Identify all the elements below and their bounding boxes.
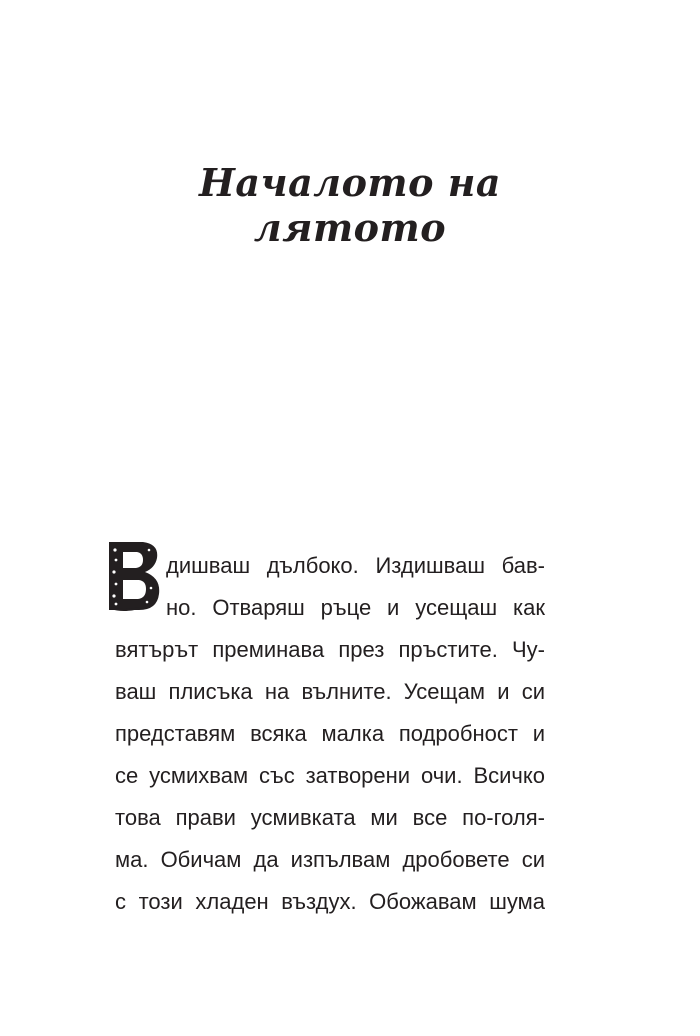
body-line-1: дишваш дълбоко. Издишваш бав- bbox=[166, 553, 545, 578]
drop-cap-letter bbox=[103, 538, 163, 614]
body-line-8: ма. Обичам да изпълвам дробовете си bbox=[115, 847, 545, 872]
body-line-4: ваш плисъка на вълните. Усещам и си bbox=[115, 679, 545, 704]
body-line-9: с този хладен въздух. Обожавам шума bbox=[115, 889, 545, 914]
body-line-7: това прави усмивката ми все по-голя- bbox=[115, 805, 545, 830]
body-line-6: се усмихвам със затворени очи. Всичко bbox=[115, 763, 545, 788]
body-line-2: но. Отваряш ръце и усещаш как bbox=[166, 595, 545, 620]
body-line-3: вятърът преминава през пръстите. Чу- bbox=[115, 637, 545, 662]
body-line-5: представям всяка малка подробност и bbox=[115, 721, 545, 746]
chapter-title: Началото на лятото bbox=[198, 160, 502, 250]
